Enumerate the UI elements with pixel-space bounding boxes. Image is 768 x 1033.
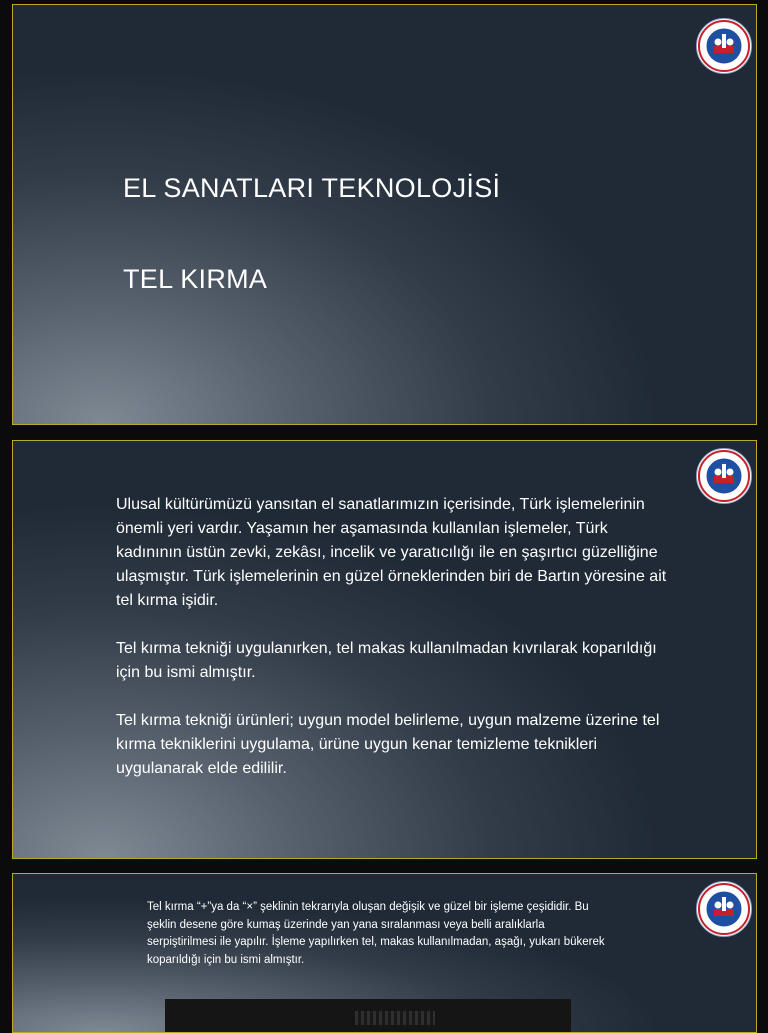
- paragraph: Tel kırma tekniği uygulanırken, tel makas kullanılmadan kıvrılarak koparıldığı için bu ismi almıştır.: [116, 640, 657, 681]
- school-seal-logo-icon: [696, 18, 752, 74]
- seal-graphic: [697, 19, 751, 73]
- paragraph: Tel kırma “+”ya da “×” şeklinin tekrarıyla oluşan değişik ve güzel bir işleme çeşididir. Bu şeklin desene göre kumaş üzerinde yan yana sıralanması veya belli aralıklarla serpiştirilmesi ile yapılır. İşleme yapılırken tel, makas kullanılmadan, aşağı, yukarı bükerek koparıldığı için bu ismi almıştır.: [147, 901, 605, 966]
- embroidery-photo: [165, 999, 571, 1033]
- paragraph: Ulusal kültürümüzü yansıtan el sanatlarımızın içerisinde, Türk işlemelerinin önemli yeri vardır. Yaşamın her aşamasında kullanılan işlemeler, Türk kadınının üstün zevki, zekâsı, incelik ve yaratıcılığı ile en şaşırtıcı güzelliğine ulaşmıştır. Türk işlemelerinin en güzel örneklerinden biri de Bartın yöresine ait tel kırma işidir.: [116, 496, 667, 609]
- slide-intro: [12, 440, 757, 859]
- slide-title-main: EL SANATLARI TEKNOLOJİSİ: [123, 173, 501, 203]
- intro-text: [116, 493, 676, 805]
- description-text: [147, 899, 617, 969]
- slide-title: [12, 4, 757, 425]
- slide-description: [12, 873, 757, 1033]
- paragraph: Tel kırma tekniği ürünleri; uygun model belirleme, uygun malzeme üzerine tel kırma tekniklerini uygulama, ürüne uygun kenar temizleme teknikleri uygulanarak elde edililir.: [116, 712, 660, 777]
- seal-graphic: [697, 449, 751, 503]
- title-block: [123, 170, 500, 297]
- school-seal-logo-icon: [696, 881, 752, 937]
- seal-graphic: [697, 882, 751, 936]
- embroidery-pattern: [355, 1011, 435, 1025]
- slide-subtitle: TEL KIRMA: [123, 264, 268, 294]
- school-seal-logo-icon: [696, 448, 752, 504]
